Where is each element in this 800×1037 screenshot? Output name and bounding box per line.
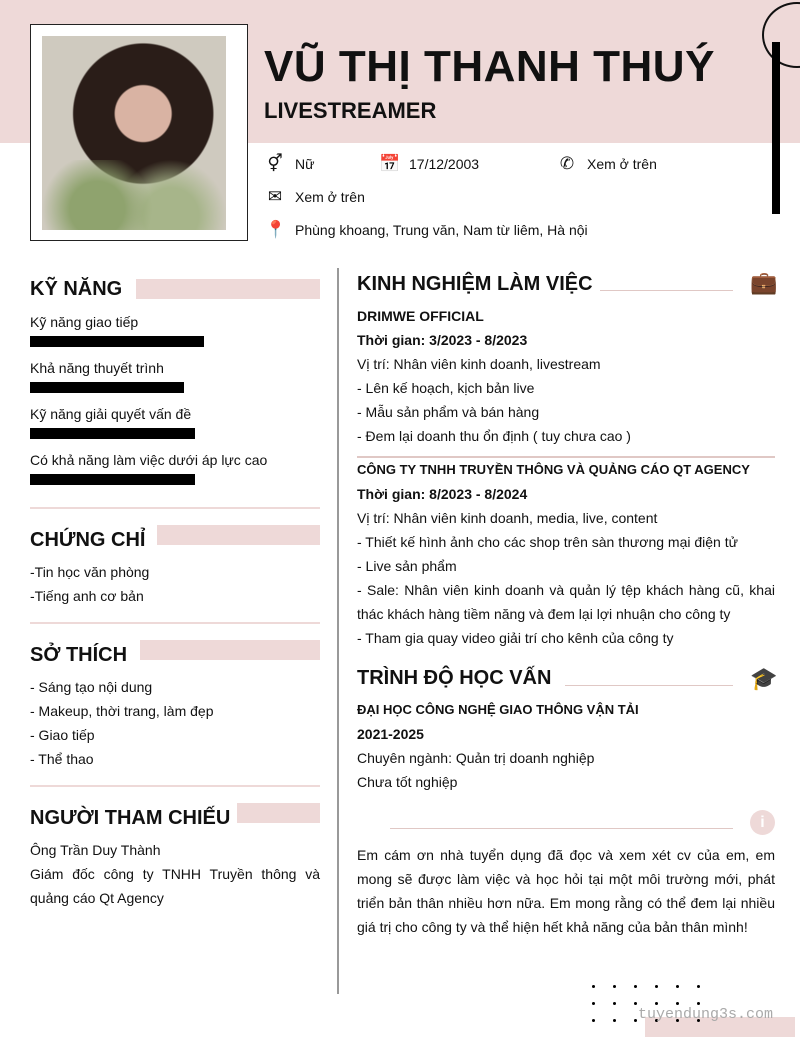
title-line [600,290,733,291]
school: ĐẠI HỌC CÔNG NGHỆ GIAO THÔNG VẬN TẢI [357,702,639,717]
graduation-cap-icon: 🎓 [750,666,778,691]
job-line: - Thiết kế hình ảnh cho các shop trên sàn thương mại điện tử [357,534,738,550]
decor-bar [772,42,780,214]
email [265,187,365,207]
job-title: LIVESTREAMER [264,98,437,123]
job-1 [357,304,775,448]
hobby-item: - Makeup, thời trang, làm đẹp [30,703,214,719]
dot [613,985,616,988]
major: Chuyên ngành: Quản trị doanh nghiệp [357,750,595,766]
birthday [379,154,479,174]
phone-icon: ✆ [559,154,575,173]
references [30,838,320,910]
certificate-item: -Tiếng anh cơ bản [30,588,144,604]
title-line [390,828,733,829]
certificate-item: -Tin học văn phòng [30,564,150,580]
job-line: - Sale: Nhân viên kinh doanh và quản lý tệp khách hàng cũ, khai thác khách hàng tiềm năng và đem lại lợi nhuận cho công ty [357,582,775,622]
phone [557,154,657,174]
title-accent [237,803,320,823]
dot [676,985,679,988]
profile-photo [42,36,226,230]
dot [613,1002,616,1005]
dot [592,1019,595,1022]
certificates-list [30,560,149,608]
column-divider [337,268,339,994]
education-title: TRÌNH ĐỘ HỌC VẤN [357,667,552,689]
job-company: DRIMWE OFFICIAL [357,308,484,324]
job-2 [357,458,775,650]
title-line [565,685,733,686]
job-line: - Live sản phẩm [357,558,457,574]
skill-label: Khả năng thuyết trình [30,360,164,376]
references-title: NGƯỜI THAM CHIẾU [30,807,231,829]
dot [634,1002,637,1005]
job-company: CÔNG TY TNHH TRUYỀN THÔNG VÀ QUẢNG CÁO QT AGENCY [357,462,750,477]
education [357,698,639,794]
hobby-item: - Sáng tạo nội dung [30,679,153,695]
dot [634,1019,637,1022]
dot [592,985,595,988]
dot [655,985,658,988]
info-icon: i [750,810,775,835]
skill-level-bar [30,336,204,347]
hobby-item: - Thể thao [30,751,94,767]
dot [634,985,637,988]
job-time: Thời gian: 3/2023 - 8/2023 [357,332,528,348]
job-line: - Tham gia quay video giải trí cho kênh của công ty [357,630,674,646]
certificates-title: CHỨNG CHỈ [30,529,146,551]
divider [30,785,320,787]
title-accent [140,640,320,660]
job-line: Vị trí: Nhân viên kinh doanh, media, live, content [357,510,658,526]
skill-label: Kỹ năng giao tiếp [30,314,139,330]
location-icon: 📍 [265,220,287,239]
address-value: Phùng khoang, Trung văn, Nam từ liêm, Hà nội [295,222,588,238]
gender-icon: ⚥ [267,154,283,173]
mail-icon: ✉ [267,187,283,206]
skill-level-bar [30,382,184,393]
divider [30,507,320,509]
hobbies-list [30,675,214,771]
status: Chưa tốt nghiệp [357,774,458,790]
skills-title: KỸ NĂNG [30,278,123,300]
job-time: Thời gian: 8/2023 - 8/2024 [357,486,528,502]
job-line: - Đem lại doanh thu ổn định ( tuy chưa cao ) [357,428,631,444]
dot [655,1002,658,1005]
gender [265,154,314,174]
experience-title: KINH NGHIỆM LÀM VIỆC [357,273,593,295]
birthday-value: 17/12/2003 [409,156,480,172]
dot [613,1019,616,1022]
about-text: Em cám ơn nhà tuyển dụng đã đọc và xem xét cv của em, em mong sẽ được làm việc và học hỏi tại một môi trường mới, phát triển bản thân nhiều hơn nữa. Em mong rằng có thể đem lại nhiều giá trị cho công ty và thể hiện hết khả năng của bản thân mình! [357,847,775,935]
job-line: - Lên kế hoạch, kịch bản live [357,380,535,396]
address [265,220,588,240]
hobby-item: - Giao tiếp [30,727,95,743]
calendar-icon: 📅 [379,154,401,173]
dot [697,985,700,988]
skill-label: Kỹ năng giải quyết vấn đề [30,406,192,422]
skills-list [30,310,320,494]
dot [676,1002,679,1005]
phone-value: Xem ở trên [587,156,657,172]
reference-desc: Giám đốc công ty TNHH Truyền thông và quảng cáo Qt Agency [30,866,320,906]
job-line: Vị trí: Nhân viên kinh doanh, livestream [357,356,601,372]
dot [697,1002,700,1005]
email-value: Xem ở trên [295,189,365,205]
title-accent [136,279,320,299]
reference-name: Ông Trần Duy Thành [30,842,161,858]
skill-level-bar [30,428,195,439]
dot [592,1002,595,1005]
skill-level-bar [30,474,195,485]
hobbies-title: SỞ THÍCH [30,644,128,666]
divider [30,622,320,624]
skill-label: Có khả năng làm việc dưới áp lực cao [30,452,268,468]
briefcase-icon: 💼 [750,270,778,295]
gender-value: Nữ [295,156,315,172]
years: 2021-2025 [357,726,424,742]
candidate-name: VŨ THỊ THANH THUÝ [264,42,715,91]
job-line: - Mẫu sản phẩm và bán hàng [357,404,540,420]
title-accent [157,525,320,545]
watermark: tuyendung3s.com [638,1006,774,1023]
